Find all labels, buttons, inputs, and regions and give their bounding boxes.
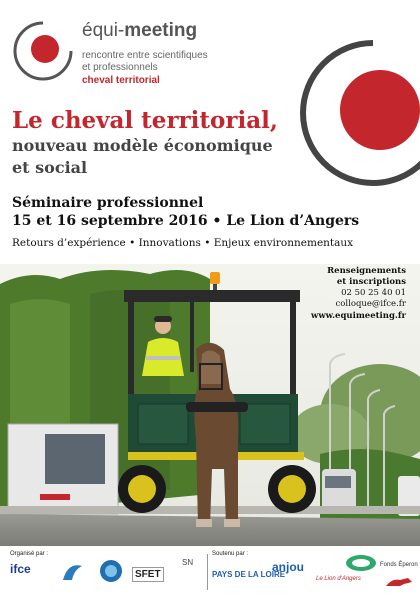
anjou-logo: anjou (272, 560, 304, 574)
ifce-logo: ifce (10, 562, 31, 576)
seminar-info (12, 194, 412, 250)
contact-phone[interactable]: 02 50 25 40 01 (341, 288, 406, 298)
fonds-eperon-logo: Fonds Éperon (380, 562, 418, 568)
contact-info (311, 266, 406, 322)
footer-sponsors (0, 548, 420, 595)
pays-de-la-loire-logo: PAYS DE LA LOIRE (212, 570, 286, 579)
headline-subtitle-2: et social (12, 158, 88, 177)
contact-email[interactable]: colloque@ifce.fr (335, 299, 406, 309)
horse-silhouette-icon (384, 576, 414, 588)
headline (12, 108, 292, 178)
contact-title-1: Renseignements (327, 266, 406, 276)
seminar-topics: Retours d’expérience • Innovations • Enjeux environnementaux (12, 237, 354, 249)
organized-label: Organisé par : (10, 551, 49, 557)
seminar-type: Séminaire professionnel (12, 195, 204, 211)
contact-title-2: et inscriptions (336, 277, 406, 287)
seminar-dates: 15 et 16 septembre 2016 • Le Lion d’Angers (12, 213, 360, 229)
footer-divider (207, 554, 208, 590)
region-logo-icon (345, 554, 377, 572)
brand-tagline: cheval territorial (82, 75, 160, 86)
partner-logo-icon (60, 560, 86, 584)
supported-label: Soutenu par : (212, 551, 249, 557)
lion-dangers-logo: Le Lion d'Angers (316, 576, 361, 582)
sn-logo: SN (182, 558, 194, 567)
decorative-circle-icon (298, 38, 420, 188)
brand-name: équi-meeting (82, 20, 198, 41)
headline-title: Le cheval territorial, (12, 107, 278, 134)
brand-subtitle: rencontre entre scientifiques et professionnels (82, 50, 208, 73)
partner-badge-icon (98, 558, 124, 584)
equimeeting-logo-icon (12, 20, 74, 82)
contact-website[interactable]: www.equimeeting.fr (311, 311, 406, 321)
sfet-logo: SFET (132, 567, 164, 582)
headline-subtitle-1: nouveau modèle économique (12, 136, 273, 155)
